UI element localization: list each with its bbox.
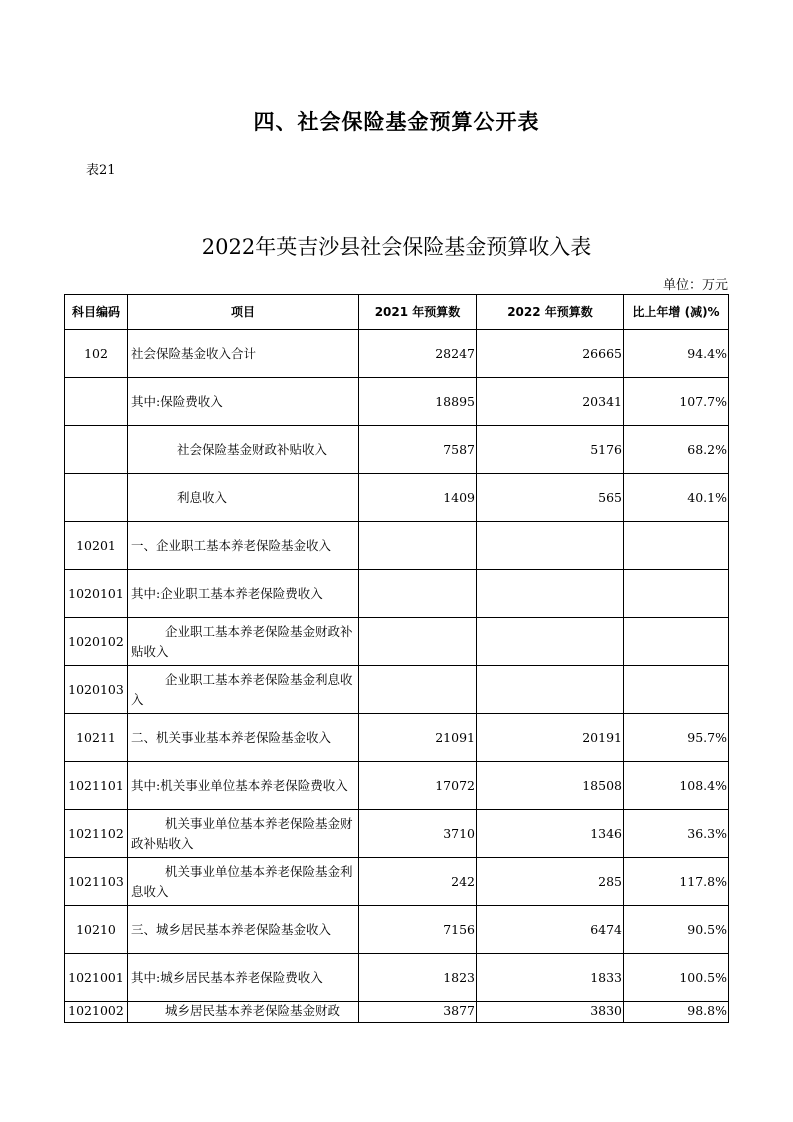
cell-change: 95.7%	[624, 714, 729, 762]
cell-2022: 565	[477, 474, 624, 522]
cell-2022: 1833	[477, 954, 624, 1002]
budget-table	[64, 294, 729, 1023]
cell-change: 90.5%	[624, 906, 729, 954]
cell-2021: 21091	[359, 714, 477, 762]
cell-change	[624, 522, 729, 570]
table-row	[65, 1002, 729, 1023]
cell-2022: 1346	[477, 810, 624, 858]
cell-item: 二、机关事业基本养老保险基金收入	[128, 714, 359, 762]
cell-2021: 1409	[359, 474, 477, 522]
cell-change	[624, 618, 729, 666]
cell-2021: 242	[359, 858, 477, 906]
cell-2022: 26665	[477, 330, 624, 378]
cell-change: 40.1%	[624, 474, 729, 522]
cell-change: 100.5%	[624, 954, 729, 1002]
cell-2022	[477, 522, 624, 570]
cell-2022: 18508	[477, 762, 624, 810]
cell-item: 其中:城乡居民基本养老保险费收入	[128, 954, 359, 1002]
table-row	[65, 666, 729, 714]
cell-code: 1020103	[65, 666, 128, 714]
cell-change: 108.4%	[624, 762, 729, 810]
table-row	[65, 474, 729, 522]
header-2021: 2021 年预算数	[359, 295, 477, 330]
unit-label: 单位：万元	[662, 278, 728, 293]
cell-code: 1021101	[65, 762, 128, 810]
table-number: 表21	[86, 163, 116, 178]
cell-item: 三、城乡居民基本养老保险基金收入	[128, 906, 359, 954]
cell-change: 117.8%	[624, 858, 729, 906]
cell-2022: 6474	[477, 906, 624, 954]
cell-2022: 5176	[477, 426, 624, 474]
table-title: 2022年英吉沙县社会保险基金预算收入表	[201, 235, 592, 259]
cell-code: 1020102	[65, 618, 128, 666]
cell-change: 36.3%	[624, 810, 729, 858]
cell-2022: 20341	[477, 378, 624, 426]
cell-change: 98.8%	[624, 1002, 729, 1023]
cell-change	[624, 570, 729, 618]
cell-code: 1021002	[65, 1002, 128, 1023]
table-row	[65, 762, 729, 810]
cell-item: 企业职工基本养老保险基金利息收入	[128, 666, 359, 714]
cell-2021	[359, 666, 477, 714]
cell-item: 城乡居民基本养老保险基金财政	[128, 1002, 359, 1023]
table-header-row	[65, 295, 729, 330]
cell-2021	[359, 618, 477, 666]
cell-change: 94.4%	[624, 330, 729, 378]
table-row	[65, 858, 729, 906]
cell-item: 其中:机关事业单位基本养老保险费收入	[128, 762, 359, 810]
cell-code: 102	[65, 330, 128, 378]
cell-item: 机关事业单位基本养老保险基金财政补贴收入	[128, 810, 359, 858]
page-heading: 四、社会保险基金预算公开表	[253, 110, 540, 134]
cell-code: 10210	[65, 906, 128, 954]
cell-2021: 3710	[359, 810, 477, 858]
cell-item: 社会保险基金财政补贴收入	[128, 426, 359, 474]
cell-code: 10201	[65, 522, 128, 570]
cell-2021: 3877	[359, 1002, 477, 1023]
table-row	[65, 810, 729, 858]
cell-2021	[359, 522, 477, 570]
table-row	[65, 570, 729, 618]
table-row	[65, 954, 729, 1002]
cell-2021: 28247	[359, 330, 477, 378]
cell-change: 107.7%	[624, 378, 729, 426]
cell-2021	[359, 570, 477, 618]
table-row	[65, 378, 729, 426]
cell-item: 利息收入	[128, 474, 359, 522]
table-row	[65, 426, 729, 474]
cell-code	[65, 426, 128, 474]
cell-change	[624, 666, 729, 714]
cell-code	[65, 378, 128, 426]
cell-2021: 7587	[359, 426, 477, 474]
cell-2022	[477, 570, 624, 618]
cell-2022: 20191	[477, 714, 624, 762]
cell-code: 10211	[65, 714, 128, 762]
cell-code: 1021103	[65, 858, 128, 906]
table-row	[65, 522, 729, 570]
cell-code	[65, 474, 128, 522]
header-code: 科目编码	[65, 295, 128, 330]
table-row	[65, 618, 729, 666]
cell-2021: 17072	[359, 762, 477, 810]
cell-2022	[477, 618, 624, 666]
cell-item: 机关事业单位基本养老保险基金利息收入	[128, 858, 359, 906]
cell-item: 其中:保险费收入	[128, 378, 359, 426]
table-row	[65, 714, 729, 762]
cell-2021: 1823	[359, 954, 477, 1002]
header-2022: 2022 年预算数	[477, 295, 624, 330]
cell-2021: 18895	[359, 378, 477, 426]
header-item: 项目	[128, 295, 359, 330]
cell-2022: 285	[477, 858, 624, 906]
table-row	[65, 906, 729, 954]
cell-2022: 3830	[477, 1002, 624, 1023]
cell-2021: 7156	[359, 906, 477, 954]
cell-item: 其中:企业职工基本养老保险费收入	[128, 570, 359, 618]
cell-code: 1021102	[65, 810, 128, 858]
cell-item: 社会保险基金收入合计	[128, 330, 359, 378]
cell-change: 68.2%	[624, 426, 729, 474]
cell-code: 1020101	[65, 570, 128, 618]
cell-code: 1021001	[65, 954, 128, 1002]
cell-item: 企业职工基本养老保险基金财政补贴收入	[128, 618, 359, 666]
cell-2022	[477, 666, 624, 714]
table-row	[65, 330, 729, 378]
cell-item: 一、企业职工基本养老保险基金收入	[128, 522, 359, 570]
header-change: 比上年增 (减)%	[624, 295, 729, 330]
